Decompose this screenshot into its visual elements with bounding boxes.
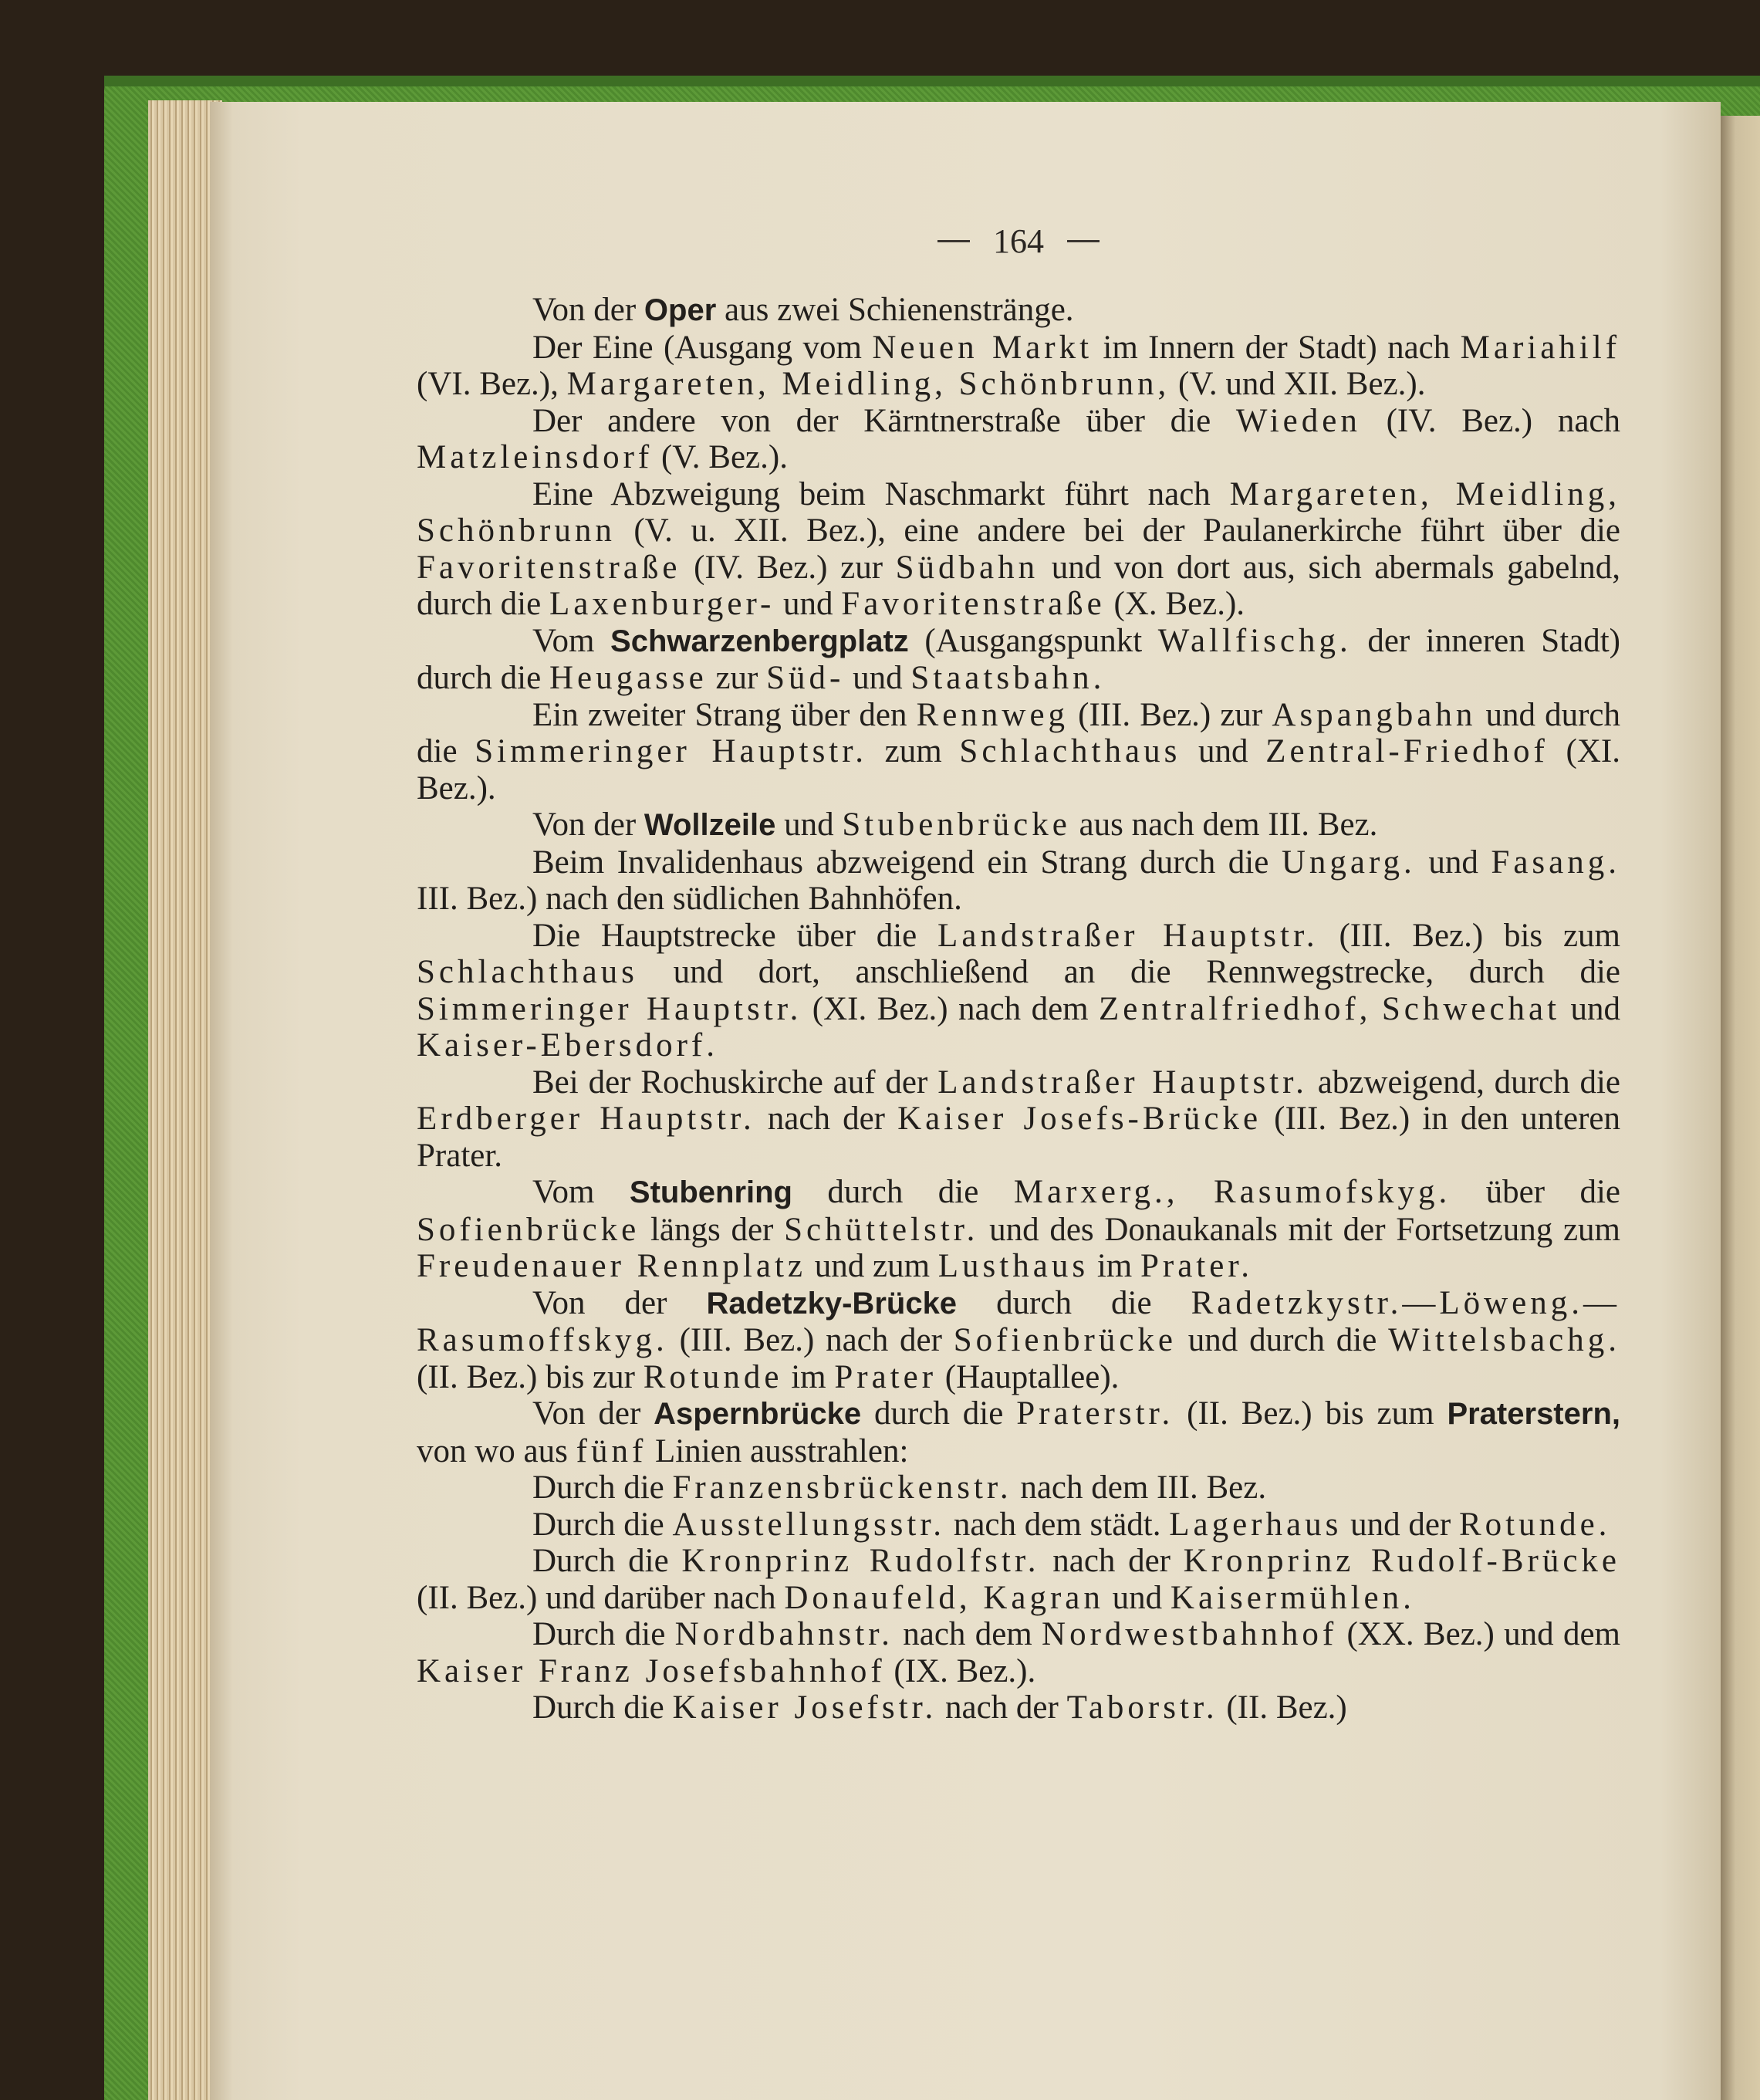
- text-run: Durch die: [532, 1543, 682, 1579]
- text-run: und: [1415, 844, 1491, 881]
- spaced-placename: Erdberger Hauptstr.: [417, 1101, 755, 1137]
- paragraph: [417, 1469, 1620, 1507]
- spaced-placename: Prater: [834, 1358, 937, 1395]
- spaced-placename: Lusthaus: [937, 1248, 1089, 1284]
- text-run: durch die: [792, 1174, 1014, 1210]
- text-run: nach dem III. Bez.: [1012, 1469, 1267, 1506]
- text-run: Der andere von der Kärntnerstraße über die: [532, 402, 1236, 439]
- text-run: nach dem städt.: [945, 1506, 1170, 1543]
- text-run: und von dort aus, sich abermals gabelnd, durch die: [417, 549, 1620, 622]
- text-run: und des Donaukanals mit der Fortsetzung zum: [978, 1211, 1620, 1248]
- text-run: (Hauptallee).: [937, 1358, 1120, 1395]
- spaced-placename: Simmeringer Hauptstr.: [417, 990, 802, 1027]
- spaced-placename: Praterstr.: [1016, 1395, 1174, 1432]
- text-run: und: [775, 586, 842, 622]
- text-run: [1371, 991, 1381, 1027]
- spaced-placename: Taborstr.: [1066, 1689, 1218, 1726]
- spaced-placename: Landstraßer Hauptstr.: [937, 1064, 1308, 1101]
- header-dash-left: [937, 240, 970, 242]
- spaced-placename: Fasang.: [1491, 844, 1620, 881]
- text-run: Beim Invalidenhaus abzweigend ein Strang durch die: [532, 844, 1282, 881]
- spaced-placename: Schwechat: [1381, 990, 1561, 1027]
- text-run: Ein zweiter Strang über den: [532, 696, 917, 733]
- spaced-placename: Heugasse: [549, 660, 708, 696]
- spaced-placename: Kaiser Franz Josefsbahnhof: [417, 1652, 886, 1689]
- text-run: Von der: [532, 292, 644, 328]
- text-run: aus zwei Schienenstränge.: [716, 292, 1074, 328]
- text-run: Vom: [532, 1174, 630, 1210]
- spaced-placename: Süd-: [766, 660, 845, 696]
- spaced-placename: Lagerhaus: [1169, 1506, 1343, 1543]
- spaced-placename: Franzensbrückenstr.: [672, 1469, 1012, 1506]
- text-run: und: [1103, 1579, 1171, 1616]
- spaced-placename: Ungarg.: [1281, 844, 1416, 881]
- paragraph: [417, 1064, 1620, 1175]
- spaced-placename: Zentral-Friedhof: [1265, 733, 1549, 769]
- paragraph: [417, 697, 1620, 807]
- spaced-placename: fünf: [576, 1432, 647, 1469]
- text-run: Linien ausstrahlen:: [647, 1432, 909, 1469]
- spaced-placename: Kronprinz Rudolf-Brücke: [1183, 1543, 1620, 1579]
- spaced-placename: Simmeringer Hauptstr.: [475, 733, 867, 769]
- text-run: (X. Bez.).: [1105, 586, 1245, 622]
- spaced-placename: Rasumofskyg.: [1213, 1174, 1451, 1210]
- text-run: (II. Bez.) bis zum: [1174, 1395, 1448, 1432]
- text-run: und: [1181, 733, 1266, 769]
- text-run: und dort, anschließend an die Rennwegstrecke, durch die: [637, 954, 1620, 990]
- text-run: und durch die: [1177, 1322, 1389, 1358]
- text-run: (V. u. XII. Bez.), eine andere bei der Paulanerkirche führt über die: [615, 512, 1620, 549]
- spaced-placename: Laxenburger-: [549, 586, 775, 622]
- text-run: (II. Bez.) bis zur: [417, 1358, 644, 1395]
- spaced-placename: Schlachthaus: [959, 733, 1181, 769]
- spaced-placename: Freudenauer Rennplatz: [417, 1248, 806, 1284]
- spaced-placename: Rotunde.: [1458, 1506, 1611, 1543]
- bold-placename: Oper: [644, 293, 717, 327]
- text-run: Von der: [532, 1395, 654, 1432]
- text-run: (III. Bez.) bis zum: [1318, 917, 1620, 954]
- paragraph: [417, 1285, 1620, 1396]
- paragraph: [417, 1543, 1620, 1616]
- spaced-placename: Schüttelstr.: [784, 1211, 979, 1248]
- spaced-placename: Kaiser-Ebersdorf.: [417, 1027, 718, 1064]
- next-page-edge: [1719, 116, 1760, 2100]
- paragraph: [417, 807, 1620, 844]
- spaced-placename: Kronprinz Rudolfstr.: [681, 1543, 1040, 1579]
- text-run: [1179, 1174, 1214, 1210]
- spaced-placename: Margareten, Meidling, Schönbrunn,: [566, 366, 1171, 402]
- bold-placename: Schwarzenbergplatz: [610, 624, 909, 658]
- text-run: zur: [707, 660, 767, 696]
- bold-placename: Radetzky-Brücke: [706, 1286, 958, 1321]
- spaced-placename: Wittelsbachg.: [1388, 1322, 1620, 1358]
- spaced-placename: Zentralfriedhof,: [1099, 990, 1372, 1027]
- text-run: Durch die: [532, 1689, 673, 1726]
- text-run: Von der: [532, 1284, 707, 1321]
- text-run: Durch die: [532, 1616, 675, 1652]
- page-number: 164: [993, 221, 1044, 260]
- text-run: Eine Abzweigung beim Naschmarkt führt nach: [532, 475, 1230, 512]
- text-run: und der: [1342, 1506, 1459, 1543]
- text-run: nach der: [1039, 1543, 1184, 1579]
- paragraph: [417, 844, 1620, 918]
- text-run: und: [1560, 990, 1621, 1027]
- spaced-placename: Wieden: [1235, 402, 1361, 439]
- spaced-placename: Ausstellungsstr.: [672, 1506, 946, 1543]
- page-header: [903, 218, 1134, 264]
- text-run: III. Bez.) nach den südlichen Bahnhöfen.: [417, 881, 962, 917]
- paragraph: [417, 1616, 1620, 1689]
- spaced-placename: Kaisermühlen.: [1170, 1579, 1415, 1616]
- text-run: von wo aus: [417, 1432, 576, 1469]
- text-run: nach der: [937, 1689, 1067, 1726]
- text-run: im Innern der Stadt) nach: [1093, 329, 1461, 366]
- spaced-placename: Margareten, Meidling, Schönbrunn: [417, 475, 1620, 549]
- spaced-placename: Sofienbrücke: [953, 1322, 1177, 1358]
- text-run: (III. Bez.) zur: [1069, 696, 1272, 733]
- spaced-placename: Kaiser Josefs-Brücke: [897, 1101, 1262, 1137]
- paragraph: [417, 1395, 1620, 1469]
- text-run: Bei der Rochuskirche auf der: [532, 1064, 938, 1101]
- paragraph: [417, 1174, 1620, 1285]
- text-run: (IV. Bez.) zur: [681, 549, 896, 586]
- text-run: durch die: [957, 1284, 1191, 1321]
- paragraph: [417, 1507, 1620, 1544]
- text-run: Durch die: [532, 1469, 673, 1506]
- text-run: Vom: [532, 622, 611, 659]
- text-run: längs der: [640, 1211, 785, 1248]
- spaced-placename: Wallfischg.: [1157, 622, 1352, 659]
- spaced-placename: Südbahn: [895, 549, 1039, 586]
- text-run: (Ausgangspunkt: [908, 622, 1158, 659]
- text-run: und zum: [806, 1248, 938, 1284]
- spaced-placename: Stubenbrücke: [842, 807, 1071, 843]
- text-run: Der Eine (Ausgang vom: [532, 329, 873, 366]
- text-run: (XX. Bez.) und dem: [1337, 1616, 1620, 1652]
- text-run: (V. Bez.).: [653, 439, 788, 475]
- text-run: (V. und XII. Bez.).: [1170, 366, 1426, 402]
- spaced-placename: Aspangbahn: [1272, 696, 1477, 733]
- bold-placename: Wollzeile: [644, 808, 776, 842]
- text-run: (III. Bez.) in den unteren Prater.: [417, 1101, 1621, 1174]
- spaced-placename: Nordwestbahnhof: [1042, 1616, 1338, 1652]
- text-run: und durch die: [417, 696, 1621, 769]
- spaced-placename: Favoritenstraße: [841, 586, 1106, 622]
- text-run: (IV. Bez.) nach: [1360, 402, 1620, 439]
- text-run: (III. Bez.) nach der: [667, 1322, 954, 1358]
- spaced-placename: Favoritenstraße: [417, 549, 681, 586]
- text-run: (II. Bez.): [1218, 1689, 1347, 1726]
- text-run: zum: [866, 733, 960, 769]
- spaced-placename: Matzleinsdorf: [417, 439, 654, 475]
- text-run: nach der: [755, 1101, 898, 1137]
- paragraph: [417, 403, 1620, 476]
- spaced-placename: Marxerg.,: [1013, 1174, 1179, 1210]
- paragraph: [417, 1689, 1620, 1726]
- text-run: über die: [1451, 1174, 1621, 1210]
- bold-placename: Praterstern,: [1447, 1397, 1620, 1431]
- spaced-placename: Schlachthaus: [417, 954, 638, 990]
- text-run: im: [782, 1358, 835, 1395]
- page-text: [417, 292, 1620, 1726]
- paragraph: [417, 292, 1620, 330]
- text-run: (XI. Bez.).: [417, 733, 1620, 807]
- paragraph: [417, 918, 1620, 1064]
- spaced-placename: Prater.: [1140, 1248, 1254, 1284]
- text-run: (II. Bez.) und darüber nach: [417, 1579, 785, 1616]
- text-run: und: [844, 660, 911, 696]
- cover-edge: [104, 76, 1760, 86]
- text-run: Durch die: [532, 1506, 673, 1543]
- paragraph: [417, 623, 1620, 697]
- spaced-placename: Mariahilf: [1460, 329, 1621, 366]
- bold-placename: Aspernbrücke: [654, 1397, 862, 1431]
- spaced-placename: Kaiser Josefstr.: [672, 1689, 937, 1726]
- text-run: im: [1089, 1248, 1140, 1284]
- text-run: (VI. Bez.),: [417, 366, 567, 402]
- spaced-placename: Sofienbrücke: [417, 1211, 640, 1248]
- text-run: nach dem: [893, 1616, 1042, 1652]
- bold-placename: Stubenring: [629, 1175, 792, 1209]
- text-run: der inneren Stadt) durch die: [417, 622, 1620, 696]
- text-run: (XI. Bez.) nach dem: [802, 990, 1100, 1027]
- text-run: Von der: [532, 807, 644, 843]
- text-run: und: [775, 807, 843, 843]
- spaced-placename: Landstraßer Hauptstr.: [937, 917, 1319, 954]
- spaced-placename: Neuen Markt: [872, 329, 1093, 366]
- text-run: durch die: [861, 1395, 1017, 1432]
- paragraph: [417, 330, 1620, 403]
- spaced-placename: Donaufeld, Kagran: [784, 1579, 1104, 1616]
- spaced-placename: Radetzkystr.—Löweng.—Rasumoffskyg.: [417, 1284, 1621, 1358]
- text-run: Die Hauptstrecke über die: [532, 917, 938, 954]
- spaced-placename: Rennweg: [916, 696, 1069, 733]
- text-run: aus nach dem III. Bez.: [1070, 807, 1378, 843]
- text-run: (IX. Bez.).: [885, 1652, 1036, 1689]
- spaced-placename: Staatsbahn.: [910, 660, 1106, 696]
- header-dash-right: [1067, 240, 1100, 242]
- spaced-placename: Nordbahnstr.: [674, 1616, 894, 1652]
- spaced-placename: Rotunde: [643, 1358, 783, 1395]
- text-run: abzweigend, durch die: [1307, 1064, 1620, 1101]
- paragraph: [417, 476, 1620, 623]
